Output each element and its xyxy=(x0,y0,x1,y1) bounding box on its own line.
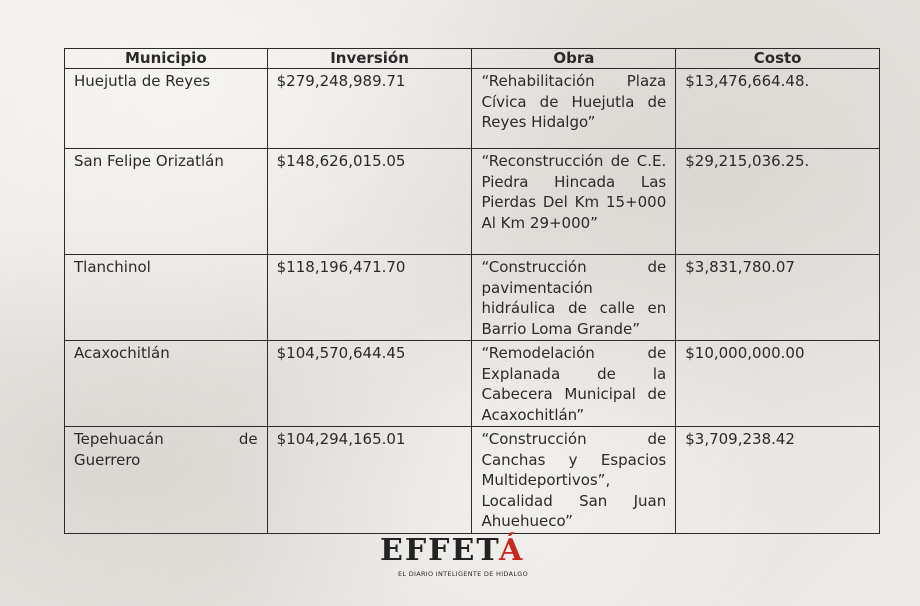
cell-inversion: $104,570,644.45 xyxy=(267,341,472,427)
cell-obra: “Construcción de Canchas y Espacios Multideportivos”, Localidad San Juan Ahuehueco” xyxy=(472,427,676,534)
cell-costo: $13,476,664.48. xyxy=(676,69,880,149)
cell-municipio: Huejutla de Reyes xyxy=(65,69,268,149)
effeta-logo xyxy=(380,534,550,578)
cell-costo: $29,215,036.25. xyxy=(676,149,880,255)
cell-municipio: Tlanchinol xyxy=(65,255,268,341)
cell-obra: “Remodelación de Explanada de la Cabecera Municipal de Acaxochitlán” xyxy=(472,341,676,427)
logo-word-accent: Á xyxy=(499,533,525,568)
cell-municipio: San Felipe Orizatlán xyxy=(65,149,268,255)
cell-costo: $3,709,238.42 xyxy=(676,427,880,534)
cell-obra: “Construcción de pavimentación hidráulica de calle en Barrio Loma Grande” xyxy=(472,255,676,341)
table-row xyxy=(65,69,880,149)
table-row xyxy=(65,149,880,255)
header-costo: Costo xyxy=(676,49,880,69)
header-obra: Obra xyxy=(472,49,676,69)
cell-costo: $10,000,000.00 xyxy=(676,341,880,427)
header-municipio: Municipio xyxy=(65,49,268,69)
table-row xyxy=(65,427,880,534)
cell-obra: “Rehabilitación Plaza Cívica de Huejutla de Reyes Hidalgo” xyxy=(472,69,676,149)
logo-tagline: EL DIARIO INTELIGENTE DE HIDALGO xyxy=(398,570,529,578)
investment-table xyxy=(64,48,880,534)
table-header-row xyxy=(65,49,880,69)
cell-costo: $3,831,780.07 xyxy=(676,255,880,341)
table-row xyxy=(65,255,880,341)
cell-inversion: $118,196,471.70 xyxy=(267,255,472,341)
cell-municipio: Tepehuacán de Guerrero xyxy=(65,427,268,534)
cell-obra: “Reconstrucción de C.E. Piedra Hincada Las Pierdas Del Km 15+000 Al Km 29+000” xyxy=(472,149,676,255)
logo-wordmark xyxy=(380,534,550,568)
cell-inversion: $279,248,989.71 xyxy=(267,69,472,149)
logo-word-main: EFFET xyxy=(380,533,500,568)
header-inversion: Inversión xyxy=(267,49,472,69)
cell-inversion: $104,294,165.01 xyxy=(267,427,472,534)
cell-municipio: Acaxochitlán xyxy=(65,341,268,427)
table-row xyxy=(65,341,880,427)
cell-inversion: $148,626,015.05 xyxy=(267,149,472,255)
